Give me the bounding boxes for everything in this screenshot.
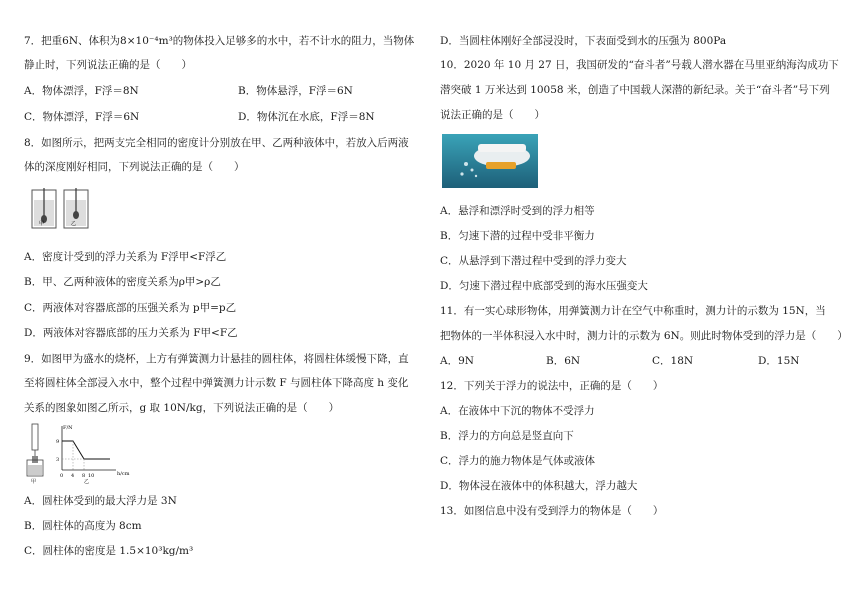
q12-option-a[interactable]: A．在液体中下沉的物体不受浮力 (440, 405, 595, 417)
q10-option-b[interactable]: B．匀速下潜的过程中受非平衡力 (440, 230, 595, 242)
q9-graph-x-tick-8: 8 (82, 473, 86, 479)
q11-option-c[interactable]: C．18N (652, 355, 694, 367)
q8-fig-label-jia: 甲 (39, 221, 45, 227)
q7-option-c[interactable]: C．物体漂浮，F浮＝6N (24, 111, 140, 123)
q12-option-b[interactable]: B．浮力的方向总是竖直向下 (440, 430, 574, 442)
q8-option-a[interactable]: A．密度计受到的浮力关系为 F浮甲<F浮乙 (24, 251, 227, 263)
q9-fig-label-yi: 乙 (84, 479, 90, 484)
q8-hydrometer-figure (30, 186, 92, 234)
q9-graph-x-tick-4: 4 (71, 473, 75, 479)
q13-stem: 13．如图信息中没有受到浮力的物体是（ ） (440, 505, 664, 517)
q7-option-a[interactable]: A．物体漂浮，F浮＝8N (24, 85, 139, 97)
q9-option-a[interactable]: A．圆柱体受到的最大浮力是 3N (24, 495, 177, 507)
q10-stem-line-1: 10．2020 年 10 月 27 日，我国研发的“奋斗者”号载人潜水器在马里亚纳海沟成功下 (440, 59, 839, 71)
q12-option-c[interactable]: C．浮力的施力物体是气体或液体 (440, 455, 596, 467)
q8-stem-line-2: 体的深度刚好相同，下列说法正确的是（ ） (24, 161, 245, 173)
q9-stem-line-3: 关系的图象如图乙所示，g 取 10N/kg，下列说法正确的是（ ） (24, 402, 340, 414)
q9-graph-x-tick-0: 0 (60, 473, 64, 479)
q10-submersible-photo (442, 134, 538, 188)
q10-option-d[interactable]: D．匀速下潜过程中底部受到的海水压强变大 (440, 280, 648, 292)
q9-fig-label-jia: 甲 (31, 479, 37, 484)
q9-option-d[interactable]: D．当圆柱体刚好全部浸没时，下表面受到水的压强为 800Pa (440, 35, 727, 47)
q8-option-b[interactable]: B．甲、乙两种液体的密度关系为ρ甲>ρ乙 (24, 276, 221, 288)
q8-stem-line-1: 8．如图所示，把两支完全相同的密度计分别放在甲、乙两种液体中，若放入后两液 (24, 137, 409, 149)
q9-graph-y-tick-3: 3 (56, 457, 60, 463)
q9-graph-y-tick-9: 9 (56, 439, 60, 445)
q9-option-c[interactable]: C．圆柱体的密度是 1.5×10³kg/m³ (24, 545, 194, 557)
q10-stem-line-2: 潜突破 1 万米达到 10058 米，创造了中国载人深潜的新纪录。关于“奋斗者”号下列 (440, 84, 830, 96)
q11-stem-line-2: 把物体的一半体积浸入水中时，测力计的示数为 6N。则此时物体受到的浮力是（ ） (440, 330, 848, 342)
q9-graph-y-label: F/N (63, 425, 73, 431)
q11-option-a[interactable]: A．9N (440, 355, 474, 367)
q11-stem-line-1: 11．有一实心球形物体，用弹簧测力计在空气中称重时，测力计的示数为 15N，当 (440, 305, 826, 317)
q8-fig-label-yi: 乙 (71, 221, 77, 227)
q11-option-b[interactable]: B．6N (546, 355, 581, 367)
q8-option-d[interactable]: D．两液体对容器底部的压力关系为 F甲<F乙 (24, 327, 238, 339)
q10-option-a[interactable]: A．悬浮和漂浮时受到的浮力相等 (440, 205, 595, 217)
q12-stem: 12．下列关于浮力的说法中，正确的是（ ） (440, 380, 664, 392)
q7-stem-line-2: 静止时，下列说法正确的是（ ） (24, 59, 192, 71)
q12-option-d[interactable]: D．物体浸在液体中的体积越大，浮力越大 (440, 480, 638, 492)
q9-stem-line-2: 至将圆柱体全部浸入水中，整个过程中弹簧测力计示数 F 与圆柱体下降高度 h 变化 (24, 377, 409, 389)
q9-stem-line-1: 9．如图甲为盛水的烧杯，上方有弹簧测力计悬挂的圆柱体，将圆柱体缓慢下降，直 (24, 353, 409, 365)
q9-option-b[interactable]: B．圆柱体的高度为 8cm (24, 520, 142, 532)
q7-stem-line-1: 7．把重6N、体积为8×10⁻⁴m³的物体投入足够多的水中，若不计水的阻力，当物体 (24, 35, 415, 47)
q8-option-c[interactable]: C．两液体对容器底部的压强关系为 p甲=p乙 (24, 302, 237, 314)
q9-graph-x-tick-10: 10 (88, 473, 95, 479)
q11-option-d[interactable]: D．15N (758, 355, 800, 367)
q7-option-b[interactable]: B．物体悬浮，F浮＝6N (238, 85, 353, 97)
q9-graph-x-label: h/cm (117, 471, 130, 477)
q10-option-c[interactable]: C．从悬浮到下潜过程中受到的浮力变大 (440, 255, 627, 267)
q9-figure (24, 422, 142, 484)
q10-stem-line-3: 说法正确的是（ ） (440, 109, 545, 121)
q7-option-d[interactable]: D．物体沉在水底，F浮＝8N (238, 111, 375, 123)
